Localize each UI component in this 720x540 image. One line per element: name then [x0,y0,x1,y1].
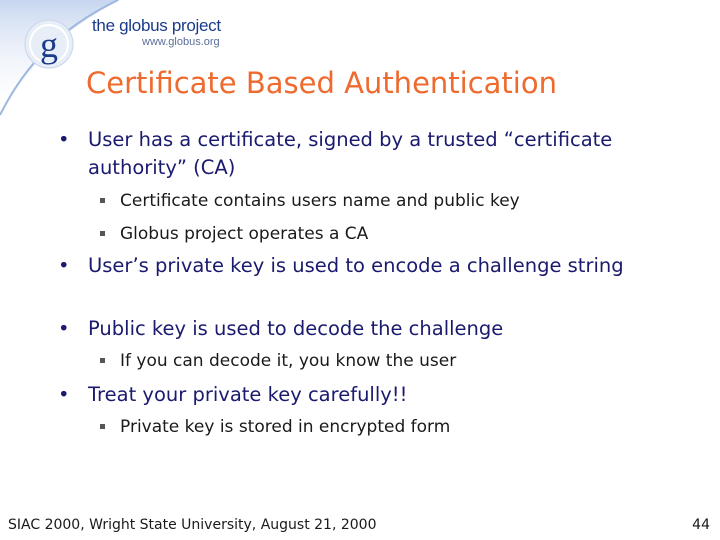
logo-title: the globus project [92,16,221,35]
sub-bullet-item [100,349,700,373]
bullet-text: User has a certificate, signed by a trusted “certificate authority” (CA) [88,128,613,179]
bullet-item [58,381,698,409]
globus-g-icon [22,14,92,74]
square-bullet-icon [100,231,105,236]
bullet-text: User’s private key is used to encode a challenge string [88,254,624,277]
bullet-item [58,315,698,343]
slide-title: Certificate Based Authentication [86,66,557,100]
bullet-item [58,126,698,182]
bullet-dot-icon: • [58,128,70,151]
bullet-dot-icon: • [58,317,70,340]
square-bullet-icon [100,198,105,203]
logo-letter: g [40,25,58,65]
sub-bullet-text: Globus project operates a CA [120,224,369,244]
bullet-text: Public key is used to decode the challenge [88,317,504,340]
square-bullet-icon [100,358,105,363]
sub-bullet-item [100,189,700,213]
bullet-dot-icon: • [58,383,70,406]
sub-bullet-item [100,415,700,439]
bullet-item [58,252,698,280]
slide-footer: SIAC 2000, Wright State University, August 21, 2000 [8,517,377,533]
square-bullet-icon [100,424,105,429]
bullet-dot-icon: • [58,254,70,277]
sub-bullet-text: Private key is stored in encrypted form [120,417,451,437]
page-number: 44 [692,517,710,533]
logo-url: www.globus.org [142,36,220,48]
bullet-text: Treat your private key carefully!! [88,383,408,406]
sub-bullet-text: Certificate contains users name and public key [120,191,520,211]
globus-logo [22,14,222,74]
sub-bullet-text: If you can decode it, you know the user [120,351,457,371]
sub-bullet-item [100,222,700,246]
